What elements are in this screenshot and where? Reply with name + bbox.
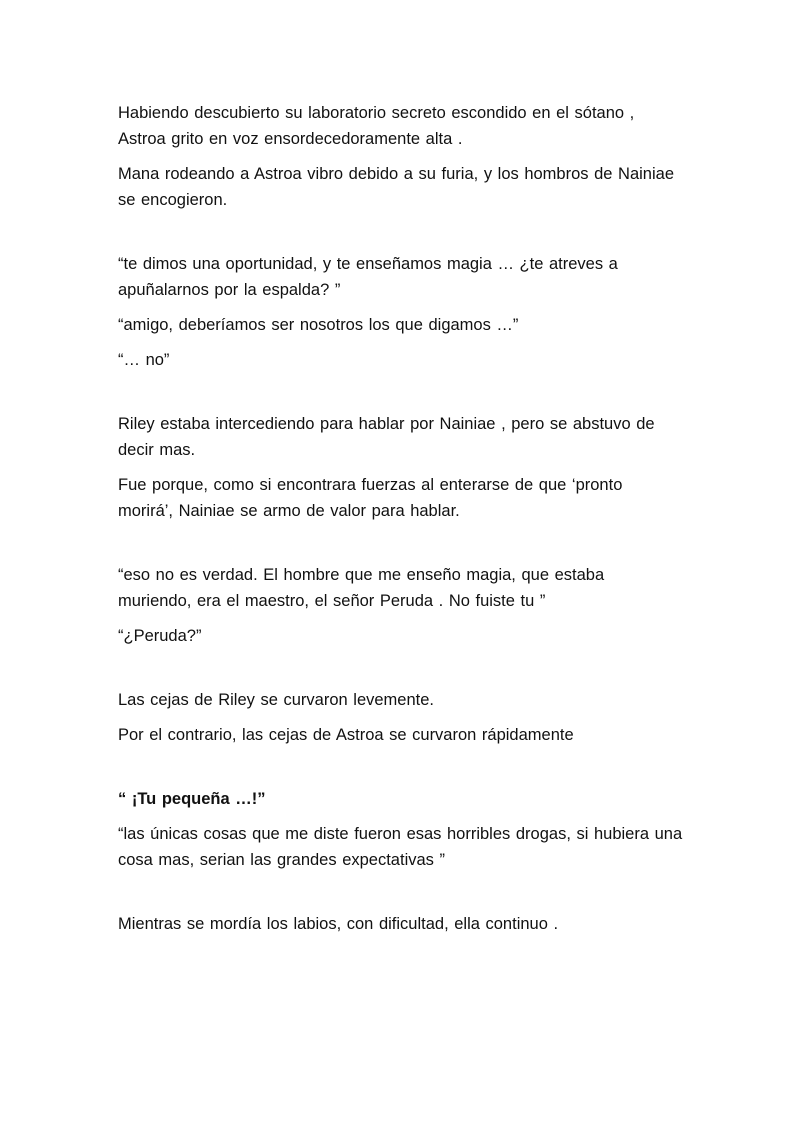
- paragraph-4: Fue porque, como si encontrara fuerzas al enterarse de que ‘pronto morirá’, Nainiae se armo de valor para hablar.: [118, 476, 623, 520]
- dialogue-1: “te dimos una oportunidad, y te enseñamos magia … ¿te atreves a apuñalarnos por la espalda? ”: [118, 255, 618, 299]
- paragraph-7: Mientras se mordía los labios, con dificultad, ella continuo .: [118, 915, 559, 933]
- dialogue-4: “eso no es verdad. El hombre que me enseño magia, que estaba muriendo, era el maestro, el señor Peruda . No fuiste tu ”: [118, 566, 605, 610]
- dialogue-5: “¿Peruda?”: [118, 627, 202, 645]
- paragraph-2: Mana rodeando a Astroa vibro debido a su furia, y los hombros de Nainiae se encogieron.: [118, 165, 674, 209]
- paragraph-1: Habiendo descubierto su laboratorio secreto escondido en el sótano , Astroa grito en voz ensordecedoramente alta .: [118, 104, 635, 148]
- dialogue-7: “las únicas cosas que me diste fueron esas horribles drogas, si hubiera una cosa mas, serian las grandes expectativas ”: [118, 825, 683, 869]
- paragraph-5: Las cejas de Riley se curvaron levemente.: [118, 691, 434, 709]
- dialogue-3: “… no”: [118, 351, 170, 369]
- dialogue-2: “amigo, deberíamos ser nosotros los que digamos …”: [118, 316, 519, 334]
- paragraph-3: Riley estaba intercediendo para hablar por Nainiae , pero se abstuvo de decir mas.: [118, 415, 655, 459]
- dialogue-6: “ ¡Tu pequeña …!”: [118, 790, 266, 808]
- paragraph-6: Por el contrario, las cejas de Astroa se curvaron rápidamente: [118, 726, 574, 744]
- document-page: [118, 100, 718, 937]
